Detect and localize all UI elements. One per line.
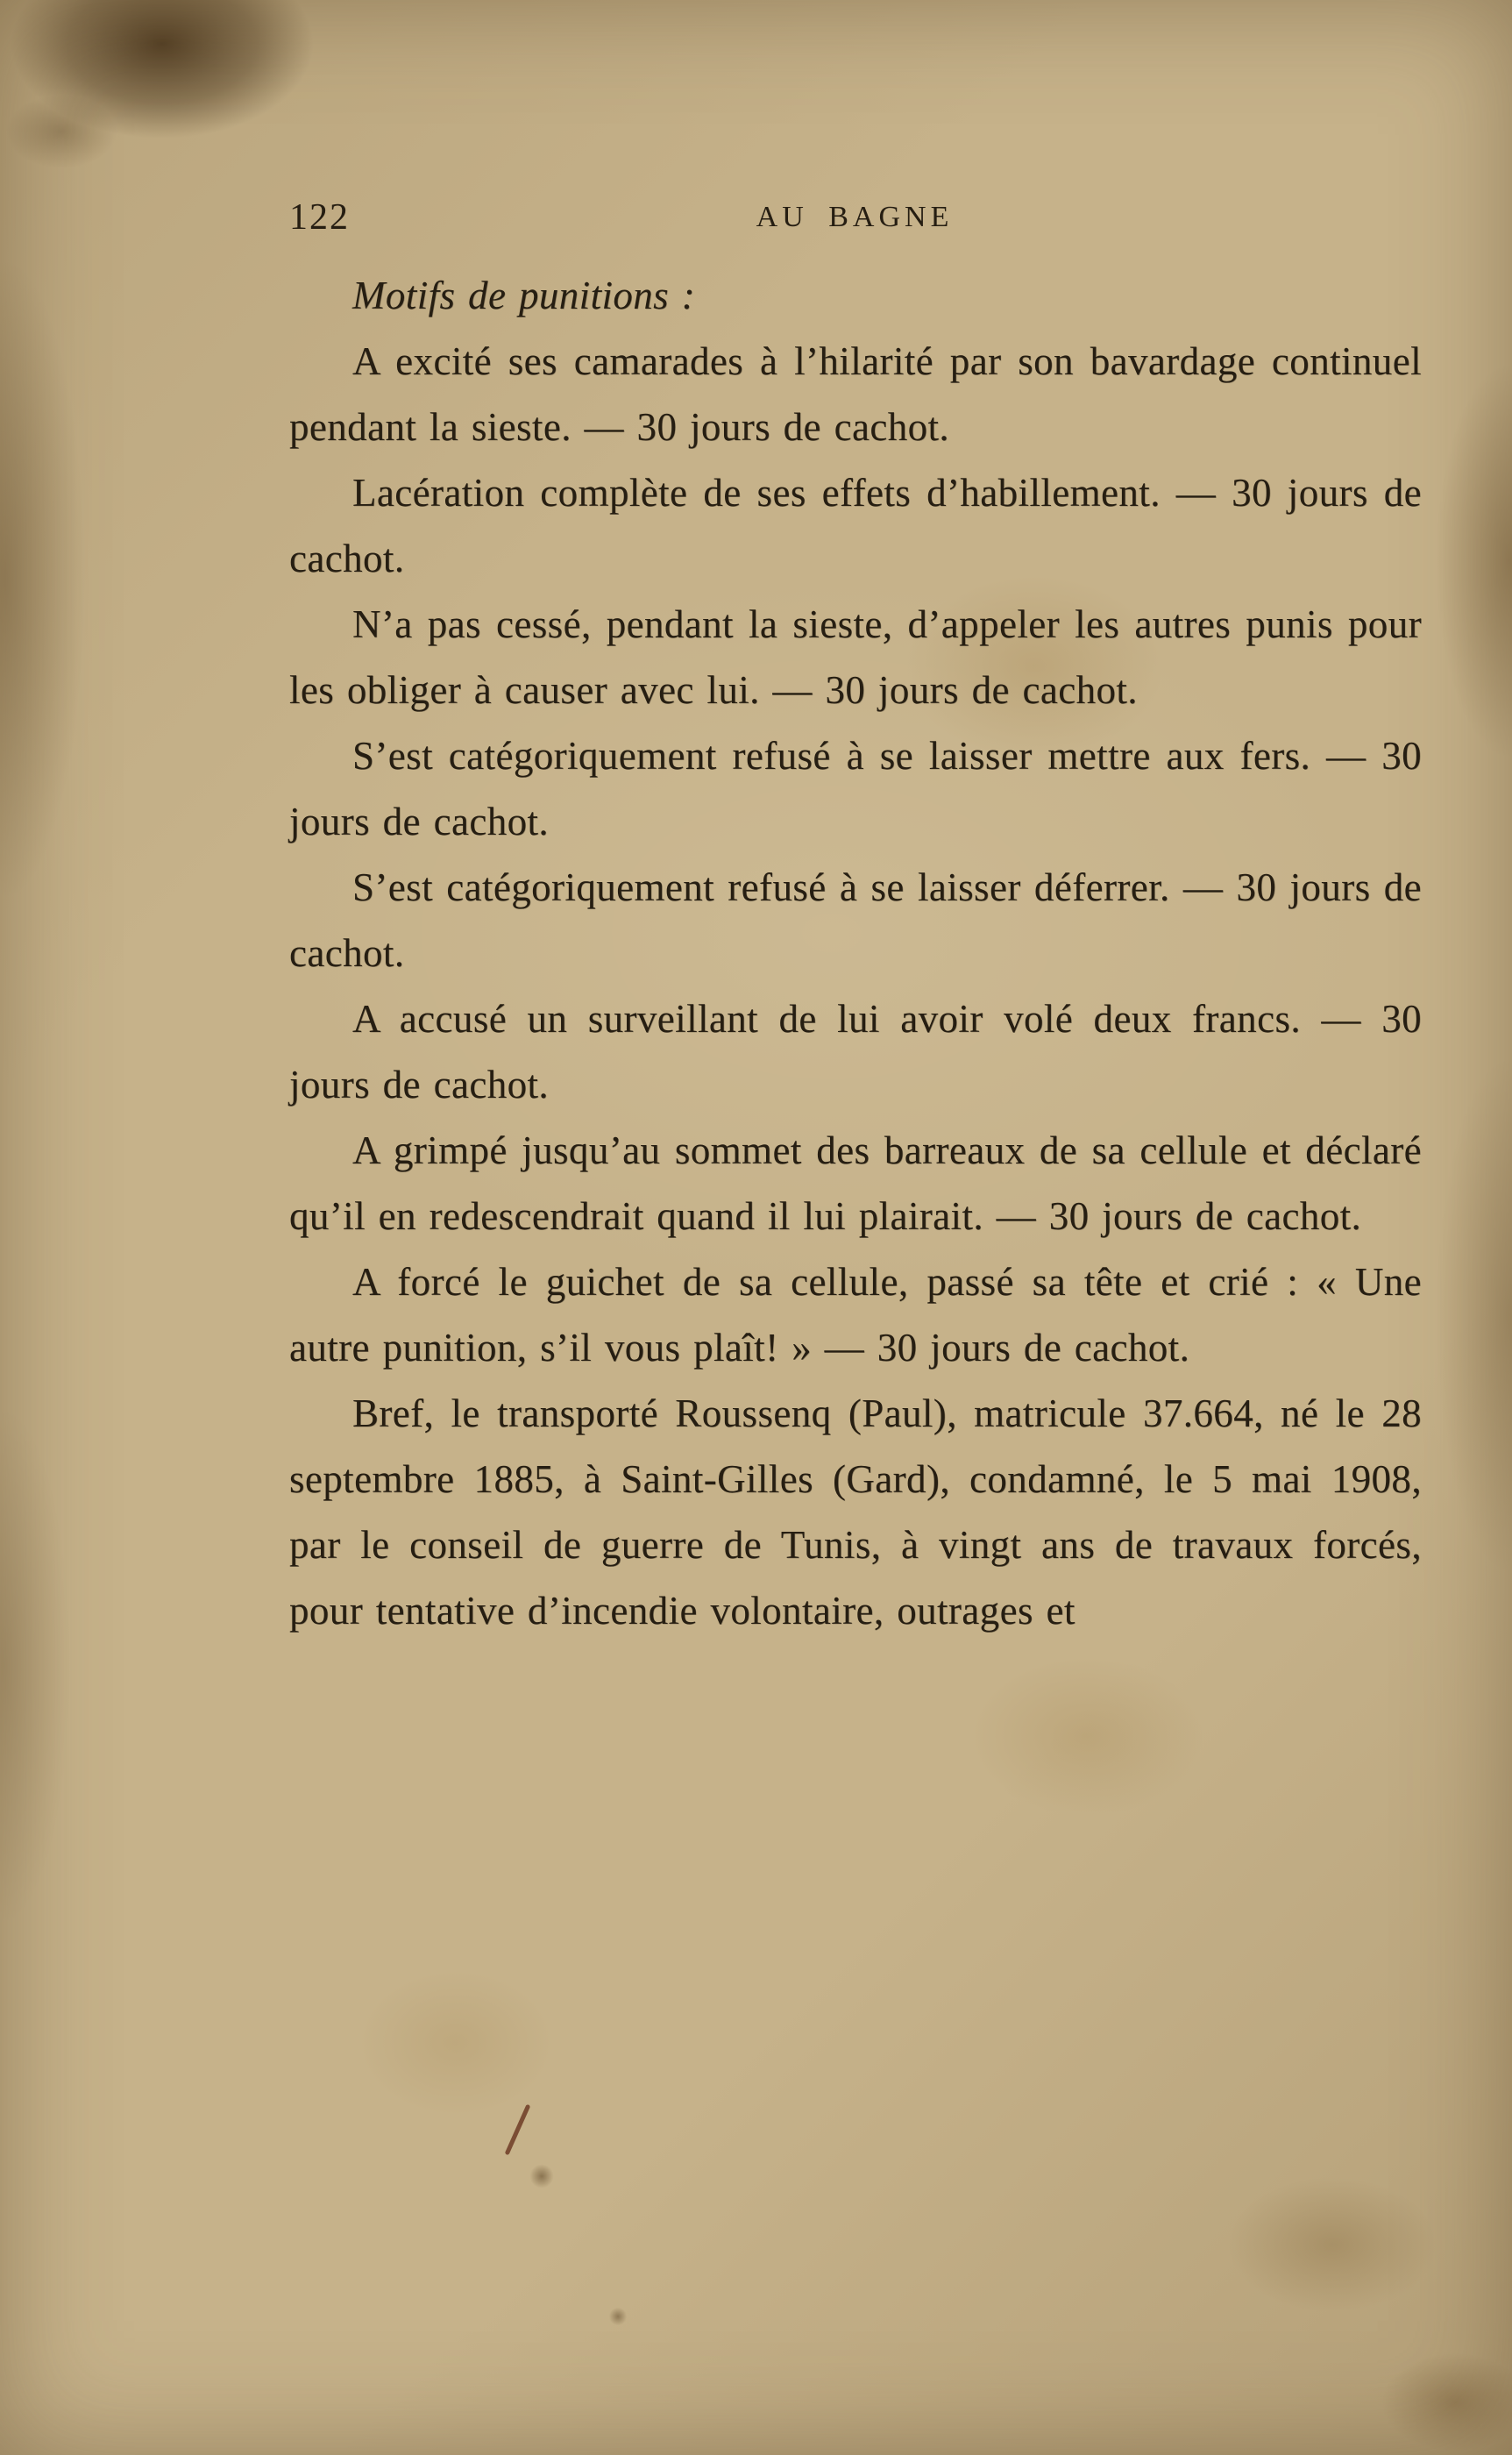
running-header [289,196,1420,249]
paragraph: A grimpé jusqu’au sommet des barreaux de sa cellule et déclaré qu’il en redescendrait quand il lui plairait. — 30 jours de cachot. [289,1128,1422,1238]
paragraph: A accusé un surveillant de lui avoir volé deux francs. — 30 jours de cachot. [289,997,1422,1107]
paragraph: A excité ses camarades à l’hilarité par son bavardage continuel pendant la sieste. — 30 jours de cachot. [289,339,1422,449]
paragraph: N’a pas cessé, pendant la sieste, d’appeler les autres punis pour les obliger à causer avec lui. — 30 jours de cachot. [289,602,1422,712]
paragraph: S’est catégoriquement refusé à se laisser mettre aux fers. — 30 jours de cachot. [289,734,1422,843]
running-title: AU BAGNE [756,201,954,233]
pen-slash-mark [505,2104,531,2156]
page-number: 122 [289,197,350,238]
body-text [289,263,1422,1644]
paragraph: A forcé le guichet de sa cellule, passé sa tête et crié : « Une autre punition, s’il vous plaît! » — 30 jours de cachot. [289,1260,1422,1370]
paragraph: Lacération complète de ses effets d’habillement. — 30 jours de cachot. [289,471,1422,580]
paragraph: S’est catégoriquement refusé à se laisser déferrer. — 30 jours de cachot. [289,865,1422,975]
paragraph: Bref, le transporté Roussenq (Paul), matricule 37.664, né le 28 septembre 1885, à Saint-Gilles (Gard), condamné, le 5 mai 1908, par le conseil de guerre de Tunis, à vingt ans de travaux forcés, pour tentative d’incendie volontaire, outrages et [289,1391,1422,1633]
paragraph-motifs-heading: Motifs de punitions : [352,274,696,317]
